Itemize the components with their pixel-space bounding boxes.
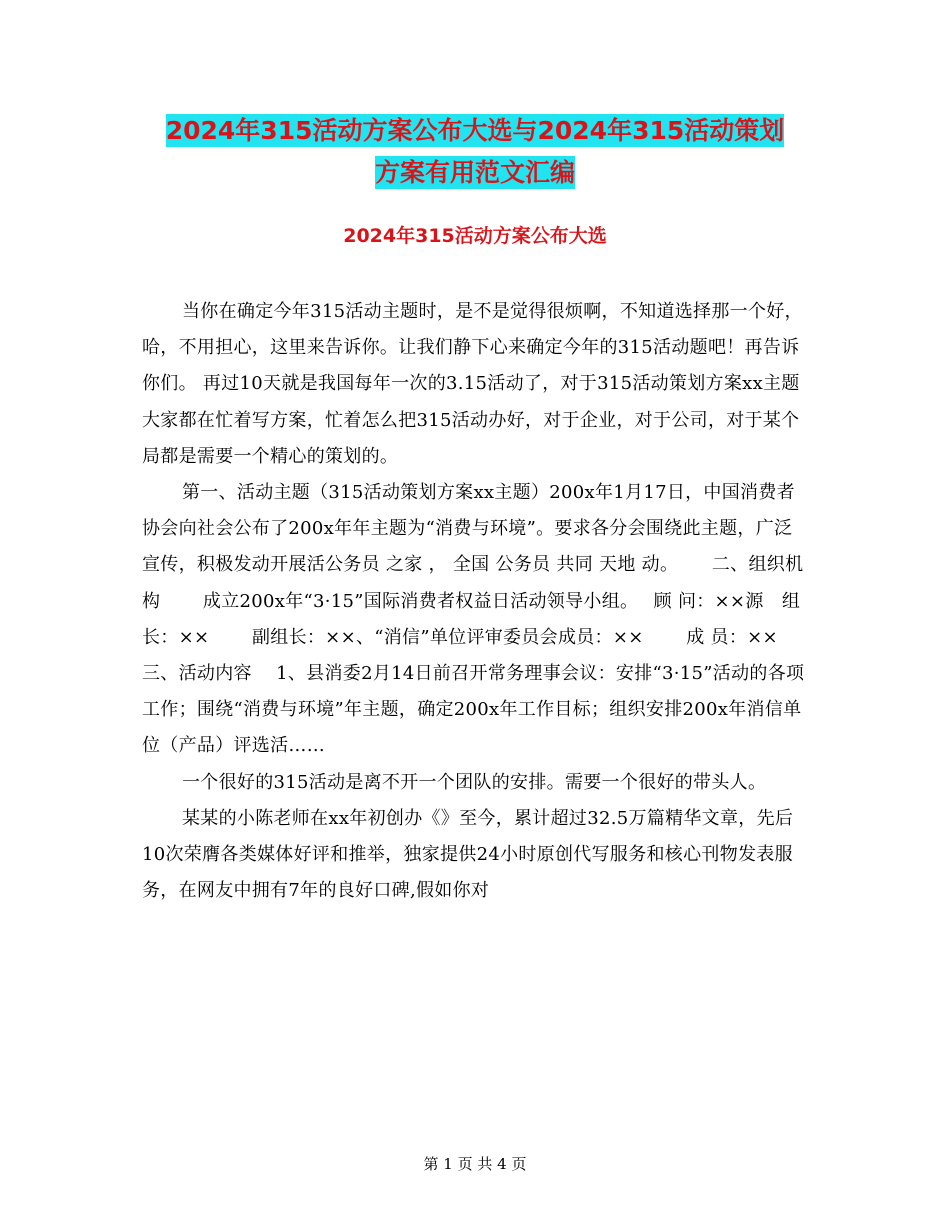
page-number-footer: 第 1 页 共 4 页 (423, 1155, 527, 1173)
document-title-line-1 (0, 113, 950, 149)
paragraph-2: 第一、活动主题（315活动策划方案xx主题）200x年1月17日，中国消费者协会向社会公布了200x年年主题为“消费与环境”。要求各分会围绕此主题，广泛宣传，积极发动开展活公务员 之家 ， 全国 公务员 共同 天地 动。 二、组织机构 成立200x年“3·15”国际消费者权益日活动领导小组。 顾 问：××源 组 长：×× 副组长：××、“消信”单位评审委员会成员：×× 成 员：×× 三、活动内容 1、县消委2月14日前召开常务理事会议：安排“3·15”活动的各项工作；围绕“消费与环境”年主题，确定200x年工作目标；组织安排200x年消信单位（产品）评选活…… (142, 482, 821, 757)
paragraph-4: 某某的小陈老师在xx年初创办《》至今，累计超过32.5万篇精华文章，先后10次荣膺各类媒体好评和推举，独家提供24小时原创代写服务和核心刊物发表服务，在网友中拥有7年的良好口碑,假如你对 (142, 807, 794, 902)
paragraph-3: 一个很好的315活动是离不开一个团队的安排。需要一个很好的带头人。 (182, 771, 767, 793)
body-text (142, 294, 821, 909)
document-title-line-1-text: 2024年315活动方案公布大选与2024年315活动策划 (165, 116, 785, 145)
paragraph-1: 当你在确定今年315活动主题时，是不是觉得很烦啊，不知道选择那一个好，哈，不用担心，这里来告诉你。让我们静下心来确定今年的315活动题吧！再告诉你们。 再过10天就是我国每年一次的3.15活动了，对于315活动策划方案xx主题大家都在忙着写方案，忙着怎么把315活动办好，对于企业，对于公司，对于某个局都是需要一个精心的策划的。 (142, 301, 803, 467)
document-title-line-2 (0, 155, 950, 191)
document-title-line-2-text: 方案有用范文汇编 (374, 158, 575, 187)
section-heading: 2024年315活动方案公布大选 (343, 225, 607, 247)
